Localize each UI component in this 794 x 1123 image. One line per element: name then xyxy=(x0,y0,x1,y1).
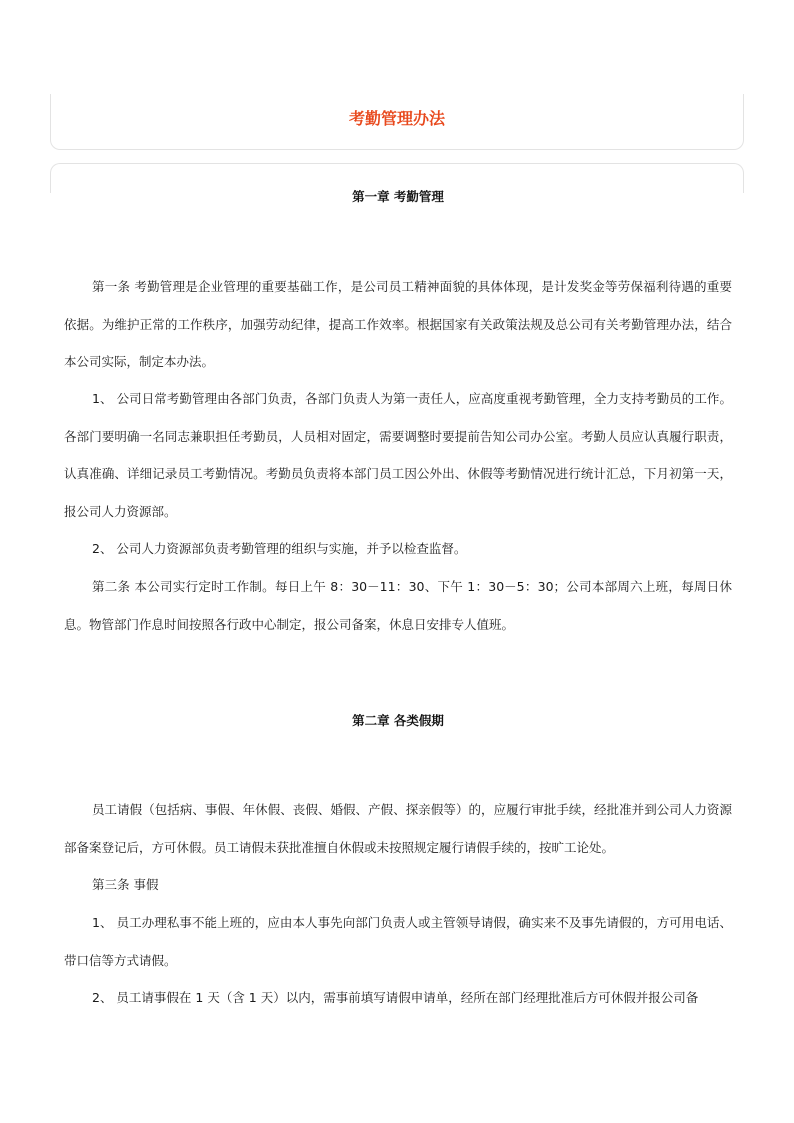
paragraph-article-1: 第一条 考勤管理是企业管理的重要基础工作，是公司员工精神面貌的具体体现，是计发奖金等劳保福利待遇的重要依据。为维护正常的工作秩序，加强劳动纪律，提高工作效率。根据国家有关政策法规及总公司有关考勤管理办法，结合本公司实际，制定本办法。 xyxy=(64,279,732,369)
chapter-heading-2: 第二章 各类假期 xyxy=(352,713,444,728)
paragraph-leave-item-2: 2、 员工请事假在 1 天（含 1 天）以内，需事前填写请假申请单，经所在部门经理批准后方可休假并报公司备 xyxy=(92,990,699,1005)
paragraph-item-1: 1、 公司日常考勤管理由各部门负责，各部门负责人为第一责任人，应高度重视考勤管理，全力支持考勤员的工作。各部门要明确一名同志兼职担任考勤员，人员相对固定，需要调整时要提前告知公司办公室。考勤人员应认真履行职责，认真准确、详细记录员工考勤情况。考勤员负责将本部门员工因公外出、休假等考勤情况进行统计汇总，下月初第一天，报公司人力资源部。 xyxy=(64,391,732,519)
paragraph-item-2: 2、 公司人力资源部负责考勤管理的组织与实施，并予以检查监督。 xyxy=(92,541,467,556)
chapter-heading-1: 第一章 考勤管理 xyxy=(352,189,444,204)
document-title: 考勤管理办法 xyxy=(348,109,445,128)
paragraph-leave-intro: 员工请假（包括病、事假、年休假、丧假、婚假、产假、探亲假等）的，应履行审批手续，经批准并到公司人力资源部备案登记后，方可休假。员工请假未获批准擅自休假或未按照规定履行请假手续的，按旷工论处。 xyxy=(64,802,732,855)
paragraph-article-2: 第二条 本公司实行定时工作制。每日上午 8：30－11：30、下午 1：30－5：30；公司本部周六上班，每周日休息。物管部门作息时间按照各行政中心制定，报公司备案，休息日安排专人值班。 xyxy=(64,579,732,632)
paragraph-leave-item-1: 1、 员工办理私事不能上班的，应由本人事先向部门负责人或主管领导请假，确实来不及事先请假的，方可用电话、带口信等方式请假。 xyxy=(64,915,732,968)
paragraph-article-3: 第三条 事假 xyxy=(92,877,159,892)
